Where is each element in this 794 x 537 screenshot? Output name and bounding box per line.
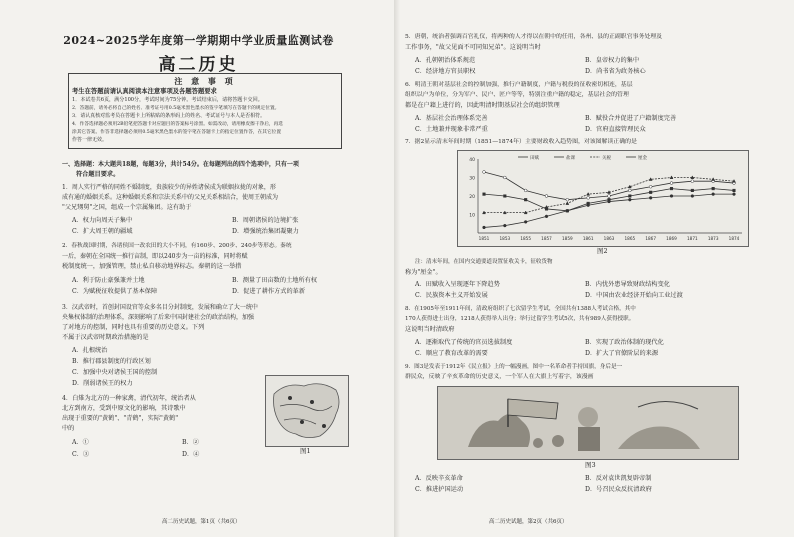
question-6: 都是在户籍上进行的，因此明清时期基层社会的组织管理 bbox=[405, 102, 560, 109]
question-9: 群民众，反映了辛亥革命的历史意义，一个军人在大旗上写着字，该漫画 bbox=[405, 374, 594, 380]
section-heading: 一、选择题：本大题共18题，每题3分，共计54分。在每题列出的四个选项中，只有一项 bbox=[62, 161, 299, 168]
notice-line: 2．答题前，请务必将自己的姓名、准考证号用0.5毫米黑色墨水的签字笔填写在答题卡的规定位置。 bbox=[72, 106, 280, 111]
option: B．反对袁世凯复辟帝制 bbox=[585, 475, 652, 482]
page-footer: 高二历史试题，第1页（共6页） bbox=[162, 519, 241, 525]
y-tick-label: 30 bbox=[469, 176, 475, 182]
x-tick-label: 1851 bbox=[478, 236, 490, 241]
question-4: 中的 bbox=[62, 425, 75, 432]
data-point bbox=[670, 195, 673, 198]
option: C．推进护国运动 bbox=[415, 486, 464, 493]
x-tick-label: 1861 bbox=[582, 236, 594, 241]
option: B．实现了政治体制的现代化 bbox=[585, 339, 664, 346]
data-point bbox=[649, 191, 652, 194]
option: D．扩大了官僚阶层的来源 bbox=[585, 350, 659, 357]
question-3: 3．汉武帝时，首创封国设官等众多名目分封制度，发展和确立了大一统中 bbox=[62, 304, 258, 311]
notice-line: 4．作答选择题必须用2B铅笔把答题卡对应题目的答案标号涂黑。如需改动，请用橡皮擦干净后，再选 bbox=[72, 122, 283, 127]
data-point bbox=[545, 215, 548, 218]
section-heading: 符合题目要求。 bbox=[76, 171, 120, 178]
figure-2-label: 图2 bbox=[597, 247, 608, 255]
x-tick-label: 1857 bbox=[541, 236, 552, 241]
question-4: 北方到南方，受到中原文化的影响，其诗歌中 bbox=[62, 405, 186, 412]
x-tick-label: 1873 bbox=[707, 236, 719, 241]
figure-3-label: 图3 bbox=[585, 461, 596, 469]
option: A．孔朝朝治体系规范 bbox=[415, 57, 476, 64]
option: B．周朝诸侯的边境扩张 bbox=[232, 217, 299, 224]
option: C．加强中央对诸侯王国的控制 bbox=[72, 369, 158, 376]
notice-box bbox=[68, 73, 342, 149]
data-point bbox=[545, 195, 548, 198]
page-footer: 高二历史试题，第2页（共6页） bbox=[489, 519, 568, 525]
option: A．逐渐取代了传统的官员选拔制度 bbox=[415, 339, 513, 346]
y-tick-label: 10 bbox=[469, 213, 475, 219]
data-point bbox=[566, 209, 569, 212]
chart-note: 注：清末年间，在国内交通要道设置征收关卡，征收货物 bbox=[415, 259, 553, 265]
legend-label: 田赋 bbox=[530, 156, 539, 161]
data-point bbox=[483, 193, 486, 196]
data-point bbox=[670, 187, 673, 190]
option: D．官府直接管理民众 bbox=[585, 126, 646, 133]
option: B．赋役合并促进了户籍制度完善 bbox=[585, 115, 677, 122]
data-point bbox=[566, 198, 569, 201]
figure-1-map bbox=[265, 375, 349, 447]
option: B．内忧外患导致财政结构变化 bbox=[585, 281, 670, 288]
data-point bbox=[712, 187, 715, 190]
figure-3-cartoon bbox=[437, 386, 739, 460]
question-8: 8．在1905年至1911年间，清政府组织了七次留学生考试，全国共有1388人考试合格，其中 bbox=[405, 306, 636, 312]
x-tick-label: 1859 bbox=[561, 236, 573, 241]
notice-line: 考生在答题前请认真阅读本注意事项及各题答题要求 bbox=[72, 88, 217, 95]
option: C．土地兼并现象非常严重 bbox=[415, 126, 488, 133]
data-point bbox=[524, 198, 527, 201]
question-3: 央集权体制的治理体系，深刻影响了后来中国封建社会的政治结构，加强 bbox=[62, 314, 255, 321]
question-2: 一后，秦朝在全国统一推行亩制，即以240步为一亩的标准，同时将赋 bbox=[62, 253, 248, 260]
question-9: 9．图3是发表于1912年《民立报》上的一幅漫画，图中一名革命者手持国旗，身后是一 bbox=[405, 364, 623, 370]
question-6: 6．明清王朝对基层社会的控制加强，推行户籍制度，户籍与税役的征收密切相连，基层 bbox=[405, 82, 633, 88]
legend-label: 关税 bbox=[602, 156, 611, 161]
question-8: 170人获得进士出身，1218人获得举人出身；举行过留学生考试5次，共有989人获得授职。 bbox=[405, 316, 635, 322]
option: A．基层社会治理体系完善 bbox=[415, 115, 488, 122]
data-point bbox=[608, 195, 611, 198]
data-point bbox=[483, 171, 486, 174]
y-tick-label: 40 bbox=[469, 158, 475, 163]
notice-line: 作答一律无效。 bbox=[72, 137, 108, 143]
option: D．削弱诸侯王的权力 bbox=[72, 380, 133, 387]
subject-title: 高二历史 bbox=[158, 55, 239, 75]
data-point bbox=[628, 189, 631, 192]
data-point bbox=[524, 189, 527, 192]
x-tick-label: 1869 bbox=[666, 236, 677, 241]
x-tick-label: 1853 bbox=[499, 236, 511, 241]
x-tick-label: 1855 bbox=[520, 236, 532, 241]
data-point bbox=[524, 221, 527, 224]
figure-1-label: 图1 bbox=[300, 447, 311, 455]
data-point bbox=[649, 185, 652, 188]
option: C．民族资本主义开始发展 bbox=[415, 292, 488, 299]
data-point bbox=[608, 200, 611, 203]
option: D．尚书省为政务核心 bbox=[585, 68, 646, 75]
x-tick-label: 1867 bbox=[645, 236, 657, 241]
option: B．② bbox=[182, 439, 199, 446]
question-3: 了对地方的控制，同时也具有重要的历史意义。下列 bbox=[62, 324, 205, 331]
question-5: 5．唐朝，统治者强调百官礼仪，将两种的人才得以在朝中的任用，各州、县的正副职官事务处理及 bbox=[405, 34, 663, 40]
data-point bbox=[587, 204, 590, 207]
data-point bbox=[628, 198, 631, 201]
question-4: 出现于重要的"黄鹤"、"青鹤"，实际"黄鹤" bbox=[62, 415, 179, 422]
question-8: 这说明当时清政府 bbox=[405, 326, 455, 333]
option: B．推行郡县制度的行政区划 bbox=[72, 358, 151, 365]
data-point bbox=[712, 193, 715, 196]
notice-title: 注 意 事 项 bbox=[174, 76, 236, 86]
option: D．号召民众反抗清政府 bbox=[585, 486, 652, 493]
y-tick-label: 20 bbox=[469, 195, 475, 200]
question-3: 不属于汉武帝时期政治措施的是 bbox=[62, 334, 149, 341]
data-point bbox=[691, 195, 694, 198]
question-6: 组织以户为单位，分为军户、民户、匠户等等，特别注重户籍的稳定，基层社会的管理 bbox=[405, 92, 629, 98]
data-point bbox=[483, 226, 486, 229]
notice-line: 涂其它答案。作答非选择题必须用0.5毫米黑色墨水的签字笔在答题卡上的指定位置作答，在其它位置 bbox=[72, 130, 282, 135]
question-2: 税制度统一，加强管理，禁止私自移动地界标志。秦朝的这一举措 bbox=[62, 263, 242, 270]
data-point bbox=[587, 196, 590, 199]
figure-2-chart bbox=[457, 150, 749, 247]
option: A．田赋收入呈现逐年下降趋势 bbox=[415, 281, 500, 288]
data-point bbox=[649, 196, 652, 199]
option: D．促进了耕作方式的革新 bbox=[232, 288, 306, 295]
notice-line: 3．请认真核对监考员在答题卡上所粘贴的条形码上的姓名、考试证号与本人是否相符。 bbox=[72, 113, 266, 119]
question-7: 7．据2显示清末年间时期（1851—1874年）主要财政收入趋势图，对该图解读正确的是 bbox=[405, 139, 637, 145]
data-point bbox=[629, 195, 632, 198]
data-point bbox=[691, 180, 694, 183]
option: C．顺应了教育改革的需要 bbox=[415, 350, 488, 357]
legend-label: 盐课 bbox=[566, 156, 575, 161]
data-point bbox=[503, 224, 506, 227]
option: C．扩大周王朝的疆域 bbox=[72, 228, 133, 235]
question-5: 工作事务，"故父见面不可同知兄弟"。这说明当时 bbox=[405, 44, 541, 51]
option: C．为赋税征收提供了基本保障 bbox=[72, 288, 158, 295]
option: C．③ bbox=[72, 451, 90, 458]
x-tick-label: 1863 bbox=[603, 236, 615, 241]
question-1: "父兄甥舅"之国，组成一个宗属集团。这有助于 bbox=[62, 204, 192, 211]
data-point bbox=[691, 189, 694, 192]
x-tick-label: 1871 bbox=[686, 236, 698, 241]
option: A．利于防止豪强兼并土地 bbox=[72, 277, 145, 284]
data-point bbox=[587, 193, 590, 196]
exam-title: 2024~2025学年度第一学期期中学业质量监测试卷 bbox=[63, 34, 334, 47]
option: A．① bbox=[72, 439, 89, 446]
data-point bbox=[503, 176, 506, 179]
cartoon-drawing bbox=[438, 387, 738, 459]
option: D．④ bbox=[182, 451, 200, 458]
question-2: 2．春秋战国时期，各诸侯国一改农田的大小不同，有160步、200步、240步等形态。秦统 bbox=[62, 243, 292, 249]
data-point bbox=[733, 189, 736, 192]
map-drawing bbox=[266, 376, 348, 446]
legend-label: 厘金 bbox=[638, 156, 647, 161]
x-tick-label: 1874 bbox=[728, 236, 740, 241]
question-4: 4．白雉为北方的一种家禽，清代初年，统治者从 bbox=[62, 395, 196, 402]
option: A．权力向周天子集中 bbox=[72, 217, 133, 224]
question-7: 称为"厘金"。 bbox=[405, 269, 442, 276]
line-chart bbox=[458, 151, 748, 246]
notice-line: 1．本试卷共6页，满分100分，考试时间为75分钟。考试结束后，请将答题卡交回。 bbox=[72, 97, 263, 103]
option: B．测量了田亩数的土地所有权 bbox=[232, 277, 317, 284]
option: B．皇帝权力的集中 bbox=[585, 57, 640, 64]
option: A．扎根统治 bbox=[72, 347, 108, 354]
page-right bbox=[397, 0, 794, 537]
data-point bbox=[733, 193, 736, 196]
option: D．增强统治集团凝聚力 bbox=[232, 228, 299, 235]
x-tick-label: 1865 bbox=[624, 236, 636, 241]
question-1: 1．周人实行严格的同姓不婚制度，贵族较少的异姓诸侯成为联姻拉拢的对象，形 bbox=[62, 184, 276, 191]
option: A．反映辛亥革命 bbox=[415, 475, 463, 482]
data-point bbox=[504, 195, 507, 198]
question-1: 成有通的婚姻关系。这种婚姻关系和宗法关系中的父兄关系相结合，使周王朝成为 bbox=[62, 194, 279, 201]
data-point bbox=[670, 182, 673, 185]
option: C．经济地方官员职权 bbox=[415, 68, 476, 75]
option: D．中国由农业经济开始向工业过渡 bbox=[585, 292, 683, 299]
